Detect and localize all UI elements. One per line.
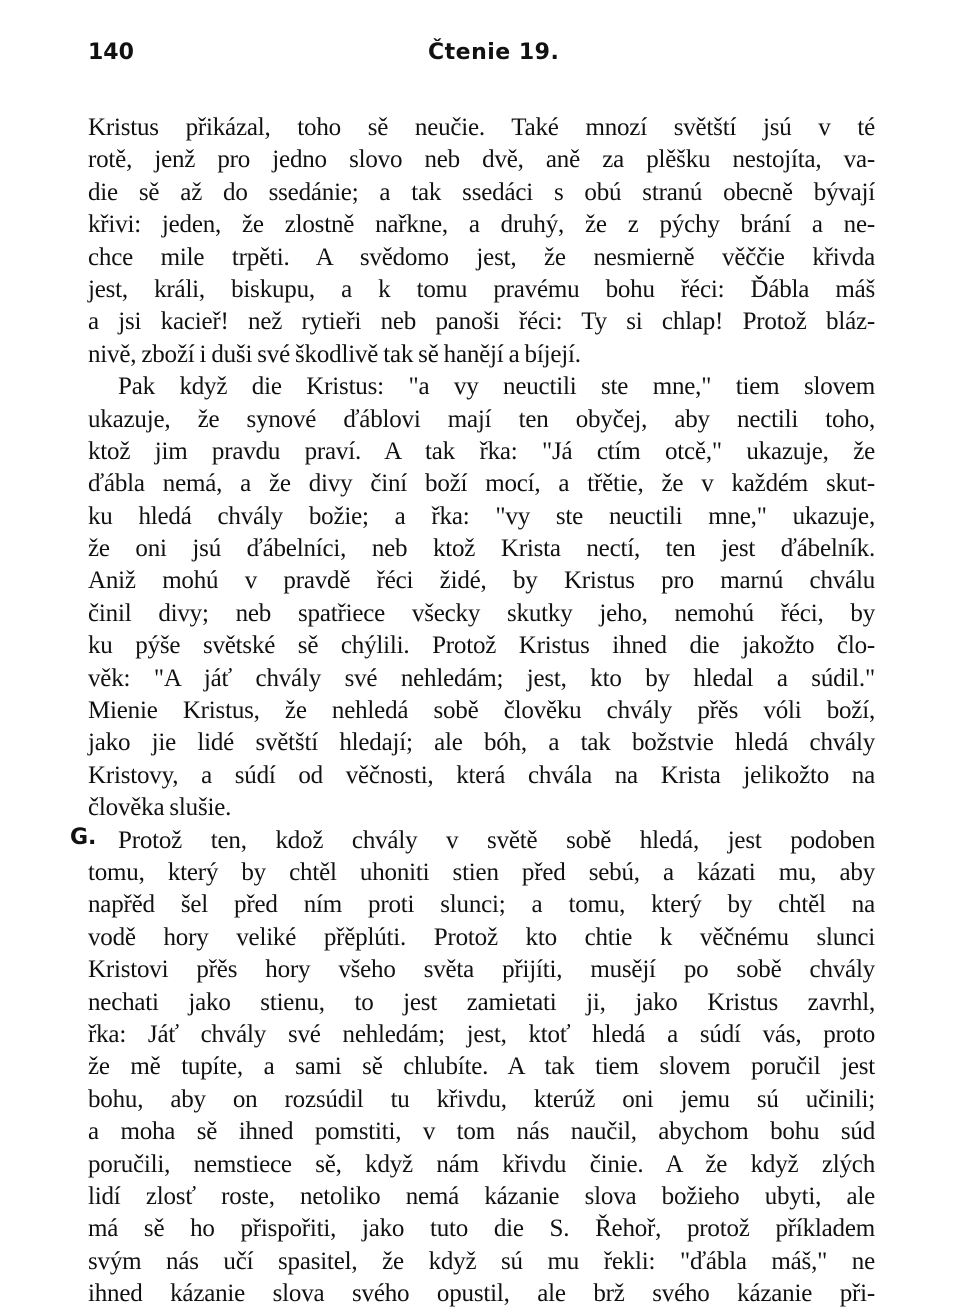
text-line: bohu, aby on rozsúdil tu křivdu, kterúž oni jemu sú učinili; bbox=[88, 1085, 875, 1113]
text-line: rotě, jenž pro jedno slovo neb dvě, aně za plěšku nestojíta, va- bbox=[88, 146, 875, 174]
text-line: ukazuje, že synové ďáblovi mají ten obyčej, aby nectili toho, bbox=[88, 405, 875, 433]
text-line: a moha sě ihned pomstiti, v tom nás naučil, abychom bohu súd bbox=[88, 1118, 875, 1146]
text-line: má sě ho přispořiti, jako tuto die S. Řehoř, protož příkladem bbox=[88, 1215, 875, 1243]
text-line: Kristovy, a súdí od věčnosti, která chvála na Krista jelikožto na bbox=[88, 761, 875, 789]
text-line: člověka slušie. bbox=[88, 794, 232, 822]
text-line: Kristovi přěs hory všeho světa přijíti, musějí po sobě chvály bbox=[88, 956, 875, 984]
text-line: tomu, který by chtěl uhoniti stien před sebú, a kázati mu, aby bbox=[88, 858, 875, 886]
text-line: nivě, zboží i duši své škodlivě tak sě hanějí a bíjejí. bbox=[88, 340, 581, 368]
running-title: Čtenie 19. bbox=[428, 40, 560, 65]
text-line: die sě až do ssedánie; a tak ssedáci s obú stranú obecně bývají bbox=[88, 178, 875, 206]
text-line: nechati jako stienu, to jest zamietati ji, jako Kristus zavrhl, bbox=[88, 988, 875, 1016]
text-line: chce mile trpěti. A svědomo jest, že nesmierně věččie křivda bbox=[88, 243, 875, 271]
text-line: ihned kázanie slova svého opustil, ale brž svého kázanie při- bbox=[88, 1280, 875, 1308]
text-line: že mě tupíte, a sami sě chlubíte. A tak tiem slovem poručil jest bbox=[88, 1053, 875, 1081]
page-number: 140 bbox=[88, 40, 134, 65]
text-line: řka: Jáť chvály své nehledám; jest, ktoť hledá a súdí vás, proto bbox=[88, 1020, 875, 1048]
text-line: že oni jsú ďábelníci, neb ktož Krista nectí, ten jest ďábelník. bbox=[88, 535, 875, 563]
text-line: věk: "A jáť chvály své nehledám; jest, kto by hledal a súdil." bbox=[88, 664, 875, 692]
text-line: jako jie lidé světští hledají; ale bóh, a tak božstvie hledá chvály bbox=[88, 729, 875, 757]
text-line: a jsi kacieř! než rytieři neb panoši řéci: Ty si chlap! Protož bláz- bbox=[88, 308, 875, 336]
page-header bbox=[88, 40, 875, 80]
text-line: ku hledá chvály božie; a řka: "vy ste neuctili mne," ukazuje, bbox=[88, 502, 875, 530]
paragraph-with-margin-note bbox=[70, 824, 875, 857]
text-line: svým nás učí spasitel, že když sú mu řekli: "ďábla máš," ne bbox=[88, 1247, 875, 1275]
text-line: činil divy; neb spatřiece všecky skutky jeho, nemohú řéci, by bbox=[88, 599, 875, 627]
text-line: lidí zlosť roste, netoliko nemá kázanie slova božieho ubyti, ale bbox=[88, 1182, 875, 1210]
text-line: Kristus přikázal, toho sě neučie. Také mnozí světští jsú v té bbox=[88, 114, 875, 141]
body-text bbox=[70, 112, 875, 1310]
margin-note: G. bbox=[70, 824, 97, 850]
text-line: Pak když die Kristus: "a vy neuctili ste mne," tiem slovem bbox=[118, 373, 875, 401]
text-line: ku pýše světské sě chýlili. Protož Kristus ihned die jakožto člo- bbox=[88, 632, 875, 660]
text-line: napřěd šel před ním proti slunci; a tomu, který by chtěl na bbox=[88, 891, 875, 919]
text-line: poručili, nemstiece sě, když nám křivdu činie. A že když zlých bbox=[88, 1150, 875, 1178]
text-line: ďábla nemá, a že divy činí boží mocí, a třětie, že v každém skut- bbox=[88, 470, 875, 498]
text-line: ktož jim pravdu praví. A tak řka: "Já ctím otcě," ukazuje, že bbox=[88, 437, 875, 465]
text-line: jest, králi, biskupu, a k tomu pravému bohu řéci: Ďábla máš bbox=[88, 275, 875, 303]
text-line: vodě hory veliké přěplúti. Protož kto chtie k věčnému slunci bbox=[88, 923, 875, 951]
text-line: Protož ten, kdož chvály v světě sobě hledá, jest podoben bbox=[118, 826, 875, 854]
text-line: Aniž mohú v pravdě řéci židé, by Kristus pro marnú chválu bbox=[88, 567, 875, 595]
text-line: křivi: jeden, že zlostně nařkne, a druhý, že z pýchy brání a ne- bbox=[88, 211, 875, 239]
text-line: Mienie Kristus, že nehledá sobě člověku chvály přěs vóli boží, bbox=[88, 697, 875, 725]
